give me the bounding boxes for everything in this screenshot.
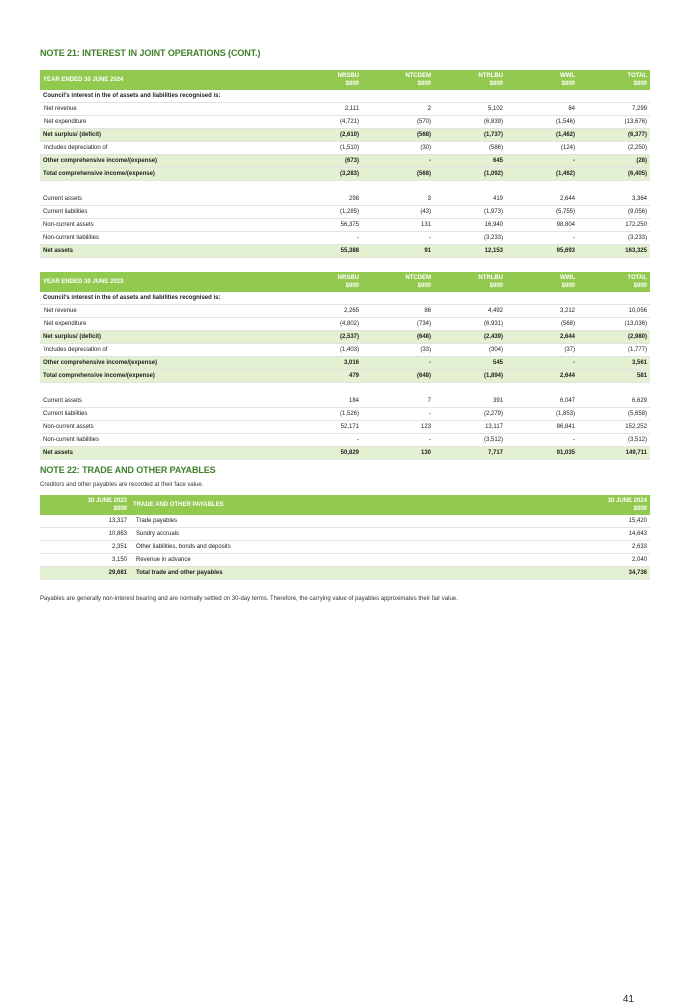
table-header	[40, 272, 650, 292]
note22-intro: Creditors and other payables are recorded at their face value.	[40, 482, 204, 488]
row-value: (1,737)	[434, 129, 506, 142]
row-value: 86	[362, 305, 434, 318]
row-label: Current liabilities	[40, 408, 290, 421]
col-header: TOTAL $000	[578, 272, 650, 292]
row-value: 50,829	[290, 447, 362, 460]
row-value: -	[362, 155, 434, 168]
row-label: Net revenue	[40, 305, 290, 318]
table-row	[40, 408, 650, 421]
table-row	[40, 528, 650, 541]
row-value: (1,403)	[290, 344, 362, 357]
row-value: (3,512)	[578, 434, 650, 447]
value-2024: 15,420	[550, 515, 650, 528]
table-row	[40, 168, 650, 181]
row-value: 2,644	[506, 370, 578, 383]
row-value: 91	[362, 245, 434, 258]
table-row	[40, 447, 650, 460]
row-value: 2,265	[290, 305, 362, 318]
row-value: (1,777)	[578, 344, 650, 357]
row-value: 3,364	[578, 193, 650, 206]
row-label: Other comprehensive income/(expense)	[40, 155, 290, 168]
row-value: 184	[290, 395, 362, 408]
row-label: Total comprehensive income/(expense)	[40, 168, 290, 181]
row-value: -	[362, 232, 434, 245]
row-value: -	[362, 434, 434, 447]
row-label: Current assets	[40, 395, 290, 408]
row-value: (13,036)	[578, 318, 650, 331]
joint-operations-2024-table	[40, 70, 650, 258]
row-value: (6,377)	[578, 129, 650, 142]
row-value: -	[290, 434, 362, 447]
row-value: (568)	[506, 318, 578, 331]
table-body	[40, 305, 650, 460]
table-row	[40, 395, 650, 408]
table-row	[40, 421, 650, 434]
row-value: (1,285)	[290, 206, 362, 219]
row-value: (673)	[290, 155, 362, 168]
value-2023: 13,317	[40, 515, 130, 528]
row-value: -	[506, 232, 578, 245]
table-row	[40, 206, 650, 219]
row-value: -	[506, 357, 578, 370]
row-value: 3,016	[290, 357, 362, 370]
row-label: Non-current liabilities	[40, 232, 290, 245]
note22-title: NOTE 22: TRADE AND OTHER PAYABLES	[40, 465, 216, 475]
col-header: NTRLBU $000	[434, 272, 506, 292]
row-value: (570)	[362, 116, 434, 129]
row-value: (2,537)	[290, 331, 362, 344]
row-value: (304)	[434, 344, 506, 357]
row-value: (2,250)	[578, 142, 650, 155]
row-value: (6,931)	[434, 318, 506, 331]
row-value: 5,102	[434, 103, 506, 116]
row-value: (6,405)	[578, 168, 650, 181]
row-value: (568)	[362, 129, 434, 142]
row-value: 2	[362, 103, 434, 116]
row-value: (1,510)	[290, 142, 362, 155]
col-header: NRSBU $000	[290, 272, 362, 292]
row-value: 84	[506, 103, 578, 116]
row-value: -	[506, 155, 578, 168]
col-header: WWL $000	[506, 272, 578, 292]
spacer-row	[40, 181, 650, 194]
col-header: NRSBU $000	[290, 70, 362, 90]
value-2023: 10,863	[40, 528, 130, 541]
row-value: (586)	[434, 142, 506, 155]
row-value: (3,512)	[434, 434, 506, 447]
row-value: (4,721)	[290, 116, 362, 129]
year-heading: YEAR ENDED 30 JUNE 2024	[40, 70, 290, 90]
row-value: (5,755)	[506, 206, 578, 219]
row-label: Non-current assets	[40, 421, 290, 434]
table-row	[40, 515, 650, 528]
year-heading: YEAR ENDED 30 JUNE 2023	[40, 272, 290, 292]
table-row	[40, 155, 650, 168]
value-2024: 14,643	[550, 528, 650, 541]
note22-footnote: Payables are generally non-interest bearing and are normally settled on 30-day terms. Therefore, the carrying value of payables approximates their fair value.	[40, 596, 458, 602]
table-row	[40, 129, 650, 142]
col-header: NTRLBU $000	[434, 70, 506, 90]
row-value: 131	[362, 219, 434, 232]
row-label: Current liabilities	[40, 206, 290, 219]
row-value: (9,056)	[578, 206, 650, 219]
row-value: (6,839)	[434, 116, 506, 129]
row-value: (4,802)	[290, 318, 362, 331]
row-value: 6,047	[506, 395, 578, 408]
row-label: Non-current liabilities	[40, 434, 290, 447]
row-value: 7	[362, 395, 434, 408]
row-value: (30)	[362, 142, 434, 155]
row-value: (1,462)	[506, 168, 578, 181]
row-value: (3,283)	[290, 168, 362, 181]
row-label: Other comprehensive income/(expense)	[40, 357, 290, 370]
spacer-row	[40, 383, 650, 396]
row-value: 298	[290, 193, 362, 206]
row-label: Net surplus/ (deficit)	[40, 129, 290, 142]
row-value: 149,711	[578, 447, 650, 460]
total-row: 29,681 Total trade and other payables 34,736	[40, 567, 650, 580]
row-value: 2,644	[506, 193, 578, 206]
row-value: 12,153	[434, 245, 506, 258]
row-value: -	[290, 232, 362, 245]
row-value: 391	[434, 395, 506, 408]
table-row	[40, 434, 650, 447]
row-value: 130	[362, 447, 434, 460]
row-value: -	[362, 357, 434, 370]
col-header: TOTAL $000	[578, 70, 650, 90]
page-number: 41	[622, 994, 634, 1005]
row-value: 545	[434, 357, 506, 370]
row-value: 479	[290, 370, 362, 383]
row-value: (33)	[362, 344, 434, 357]
value-2024: 2,633	[550, 541, 650, 554]
table-row	[40, 142, 650, 155]
row-value: (1,092)	[434, 168, 506, 181]
row-value: 98,804	[506, 219, 578, 232]
value-2023: 2,351	[40, 541, 130, 554]
col-header: NTCDEM $000	[362, 272, 434, 292]
row-value: 581	[578, 370, 650, 383]
row-label: Other liabilities, bonds and deposits	[130, 541, 550, 554]
row-value: 91,035	[506, 447, 578, 460]
row-value: (13,676)	[578, 116, 650, 129]
row-value: -	[506, 434, 578, 447]
payables-table	[40, 495, 650, 580]
row-label: Non-current assets	[40, 219, 290, 232]
table-row	[40, 219, 650, 232]
row-value: 10,056	[578, 305, 650, 318]
row-label: Net revenue	[40, 103, 290, 116]
row-value: 3,212	[506, 305, 578, 318]
table-row	[40, 344, 650, 357]
table-header	[40, 70, 650, 90]
row-value: (1,546)	[506, 116, 578, 129]
row-value: (648)	[362, 370, 434, 383]
row-value: 95,693	[506, 245, 578, 258]
row-value: (28)	[578, 155, 650, 168]
table-row	[40, 103, 650, 116]
table-row	[40, 554, 650, 567]
row-value: 123	[362, 421, 434, 434]
row-label: Net assets	[40, 245, 290, 258]
row-value: (568)	[362, 168, 434, 181]
row-value: 86,841	[506, 421, 578, 434]
col-header-2024: 30 JUNE 2024 $000	[550, 495, 650, 515]
row-value: 6,629	[578, 395, 650, 408]
table-body	[40, 515, 650, 567]
row-label: Trade payables	[130, 515, 550, 528]
table-row	[40, 331, 650, 344]
row-value: 152,252	[578, 421, 650, 434]
table-row	[40, 116, 650, 129]
row-value: 645	[434, 155, 506, 168]
row-value: 2,111	[290, 103, 362, 116]
table-row	[40, 305, 650, 318]
col-header-2023: 30 JUNE 2023 $000	[40, 495, 130, 515]
col-header: NTCDEM $000	[362, 70, 434, 90]
table-body	[40, 103, 650, 258]
row-value: (2,610)	[290, 129, 362, 142]
row-label: Net expenditure	[40, 318, 290, 331]
row-value: (2,980)	[578, 331, 650, 344]
table-row	[40, 357, 650, 370]
row-value: 7,299	[578, 103, 650, 116]
row-label: Sundry accruals	[130, 528, 550, 541]
row-label: Net surplus/ (deficit)	[40, 331, 290, 344]
col-header-label: TRADE AND OTHER PAYABLES	[130, 495, 550, 515]
joint-operations-2023-table	[40, 272, 650, 460]
row-value: (1,973)	[434, 206, 506, 219]
value-2024: 2,040	[550, 554, 650, 567]
row-value: (5,658)	[578, 408, 650, 421]
row-label: Includes depreciation of	[40, 344, 290, 357]
row-label: Current assets	[40, 193, 290, 206]
row-value: 419	[434, 193, 506, 206]
table-row	[40, 318, 650, 331]
row-value: 52,171	[290, 421, 362, 434]
table-row	[40, 245, 650, 258]
row-value: 55,388	[290, 245, 362, 258]
row-value: (37)	[506, 344, 578, 357]
row-value: 3,561	[578, 357, 650, 370]
row-value: (1,894)	[434, 370, 506, 383]
row-value: (648)	[362, 331, 434, 344]
row-value: -	[362, 408, 434, 421]
row-label: Includes depreciation of	[40, 142, 290, 155]
row-label: Net assets	[40, 447, 290, 460]
row-value: (2,439)	[434, 331, 506, 344]
row-value: (1,853)	[506, 408, 578, 421]
value-2023: 3,150	[40, 554, 130, 567]
row-value: (1,462)	[506, 129, 578, 142]
row-value: 163,325	[578, 245, 650, 258]
row-value: 4,492	[434, 305, 506, 318]
row-label: Net expenditure	[40, 116, 290, 129]
row-value: 7,717	[434, 447, 506, 460]
col-header: WWL $000	[506, 70, 578, 90]
table-header	[40, 495, 650, 515]
row-value: 172,250	[578, 219, 650, 232]
note21-title: NOTE 21: INTEREST IN JOINT OPERATIONS (CONT.)	[40, 48, 261, 58]
row-value: (3,233)	[434, 232, 506, 245]
section-label-row: Council's interest in the of assets and liabilities recognised is:	[40, 292, 650, 305]
table-row	[40, 541, 650, 554]
row-value: (2,279)	[434, 408, 506, 421]
row-label: Revenue in advance	[130, 554, 550, 567]
row-value: (3,233)	[578, 232, 650, 245]
row-value: 2,644	[506, 331, 578, 344]
row-value: (43)	[362, 206, 434, 219]
table-row	[40, 232, 650, 245]
row-value: 3	[362, 193, 434, 206]
row-value: (734)	[362, 318, 434, 331]
row-value: 13,117	[434, 421, 506, 434]
row-value: 56,375	[290, 219, 362, 232]
row-label: Total comprehensive income/(expense)	[40, 370, 290, 383]
row-value: (1,526)	[290, 408, 362, 421]
table-row	[40, 370, 650, 383]
table-row	[40, 193, 650, 206]
section-label-row: Council's interest in the of assets and liabilities recognised is:	[40, 90, 650, 103]
row-value: 16,940	[434, 219, 506, 232]
row-value: (124)	[506, 142, 578, 155]
